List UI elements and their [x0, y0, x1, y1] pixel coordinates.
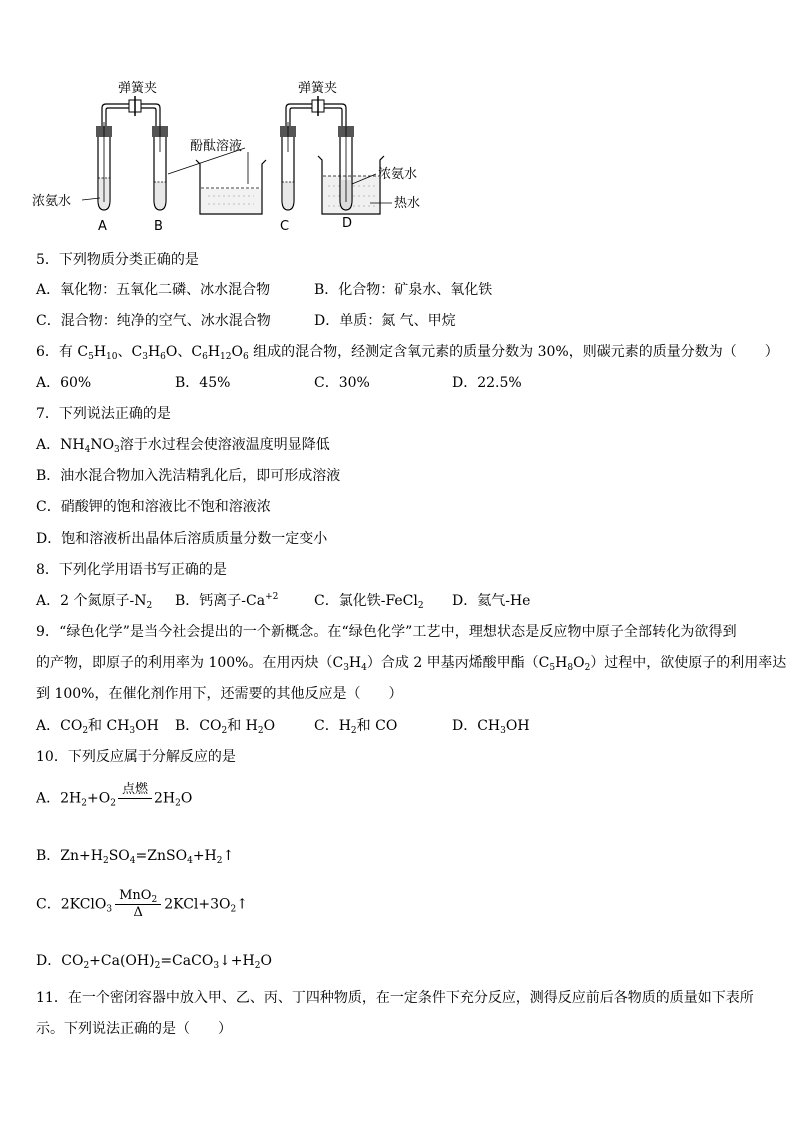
tube-label-d: D: [342, 216, 353, 231]
tube-label-b: B: [154, 219, 163, 234]
q10-option-c[interactable]: C．2KClO$_3$ $\frac{MnO_2}{\Delta}$ $2KCl+3O_2↑$: [36, 888, 248, 920]
q9-option-d[interactable]: D．$CH_3OH$: [452, 718, 530, 736]
q5-option-c[interactable]: C．混合物：纯净的空气、冰水混合物: [36, 313, 271, 329]
q11-stem-line2: 示。下列说法正确的是（ ）: [36, 1021, 232, 1037]
label-ammonia-right: 浓氨水: [378, 167, 418, 182]
clamp-label-right: 弹簧夹: [298, 81, 338, 96]
q8-option-a[interactable]: A．2 个氮原子$-N_2$: [36, 593, 153, 611]
q7-stem: 7．下列说法正确的是: [36, 406, 171, 422]
q5-stem: 5．下列物质分类正确的是: [36, 252, 199, 268]
q8-option-c[interactable]: C．氯化铁-FeCl$_2$: [314, 593, 424, 611]
q8-option-b[interactable]: B．钙离子$-Ca^{+2}$: [175, 592, 279, 609]
q5-option-b[interactable]: B．化合物：矿泉水、氧化铁: [314, 282, 493, 298]
q10-option-a[interactable]: A．$2H_2+O_2$ 点燃 $2H_2O$: [36, 782, 192, 815]
q10-option-d[interactable]: D．$CO_2+Ca(OH)_2=CaCO_3↓+H_2O$: [36, 953, 272, 971]
q10-stem: 10．下列反应属于分解反应的是: [36, 749, 236, 765]
label-hot-water: 热水: [394, 196, 421, 211]
q6-option-a[interactable]: A．60%: [36, 375, 92, 391]
label-ammonia-left: 浓氨水: [32, 194, 72, 209]
clamp-label-left: 弹簧夹: [118, 81, 158, 96]
reaction-condition-catalyst: $\frac{MnO_2}{\Delta}$: [115, 888, 161, 921]
q7-option-b[interactable]: B．油水混合物加入洗洁精乳化后，即可形成溶液: [36, 468, 341, 484]
q9-option-a[interactable]: A．$CO_2$和 $CH_3OH$: [36, 718, 159, 736]
q10-option-b[interactable]: B．$Zn+H_2SO_4=ZnSO_4+H_2↑$: [36, 848, 235, 866]
label-phenolphthalein: 酚酞溶液: [190, 139, 243, 154]
q9-option-b[interactable]: B．$CO_2$和 $H_2O$: [175, 718, 276, 736]
tube-label-a: A: [98, 219, 107, 234]
q5-option-d[interactable]: D．单质：氮 气、甲烷: [314, 313, 456, 329]
q6-option-c[interactable]: C．30%: [314, 375, 370, 391]
q8-option-d[interactable]: D．氦气-He: [452, 593, 531, 609]
q11-stem-line1: 11．在一个密闭容器中放入甲、乙、丙、丁四种物质，在一定条件下充分反应，测得反应前后各物质的质量如下表所: [36, 990, 754, 1006]
q9-stem-line1: 9．“绿色化学”是当今社会提出的一个新概念。在“绿色化学”工艺中，理想状态是反应物中原子全部转化为欲得到: [36, 624, 737, 640]
q7-option-a[interactable]: A．$NH_4NO_3$溶于水过程会使溶液温度明显降低: [36, 437, 330, 455]
q6-option-d[interactable]: D．22.5%: [452, 375, 522, 391]
q9-stem-line3: 到 100%，在催化剂作用下，还需要的其他反应是（ ）: [36, 686, 403, 702]
reaction-condition-ignite: 点燃: [118, 782, 152, 815]
apparatus-figure: [30, 72, 450, 242]
q5-option-a[interactable]: A．氧化物：五氧化二磷、冰水混合物: [36, 282, 271, 298]
q9-option-c[interactable]: C．$H_2$和 CO: [314, 718, 398, 736]
tube-label-c: C: [280, 219, 290, 234]
q8-stem: 8．下列化学用语书写正确的是: [36, 562, 227, 578]
q7-option-c[interactable]: C．硝酸钾的饱和溶液比不饱和溶液浓: [36, 499, 271, 515]
q7-option-d[interactable]: D．饱和溶液析出晶体后溶质质量分数一定变小: [36, 531, 328, 547]
q9-stem-line2: 的产物，即原子的利用率为 100%。在用丙炔$(C_3H_4)$合成 2 甲基丙烯酸甲酯$(C_5H_8O_2)$过程中，欲使原子的利用率达: [36, 655, 787, 673]
q6-option-b[interactable]: B．45%: [175, 375, 231, 391]
q6-stem: 6．有 $C_5H_{10}$、$C_3H_6O$、$C_6H_{12}O_6$ 组成的混合物，经测定含氧元素的质量分数为 30%，则碳元素的质量分数为（ ）: [36, 344, 779, 362]
